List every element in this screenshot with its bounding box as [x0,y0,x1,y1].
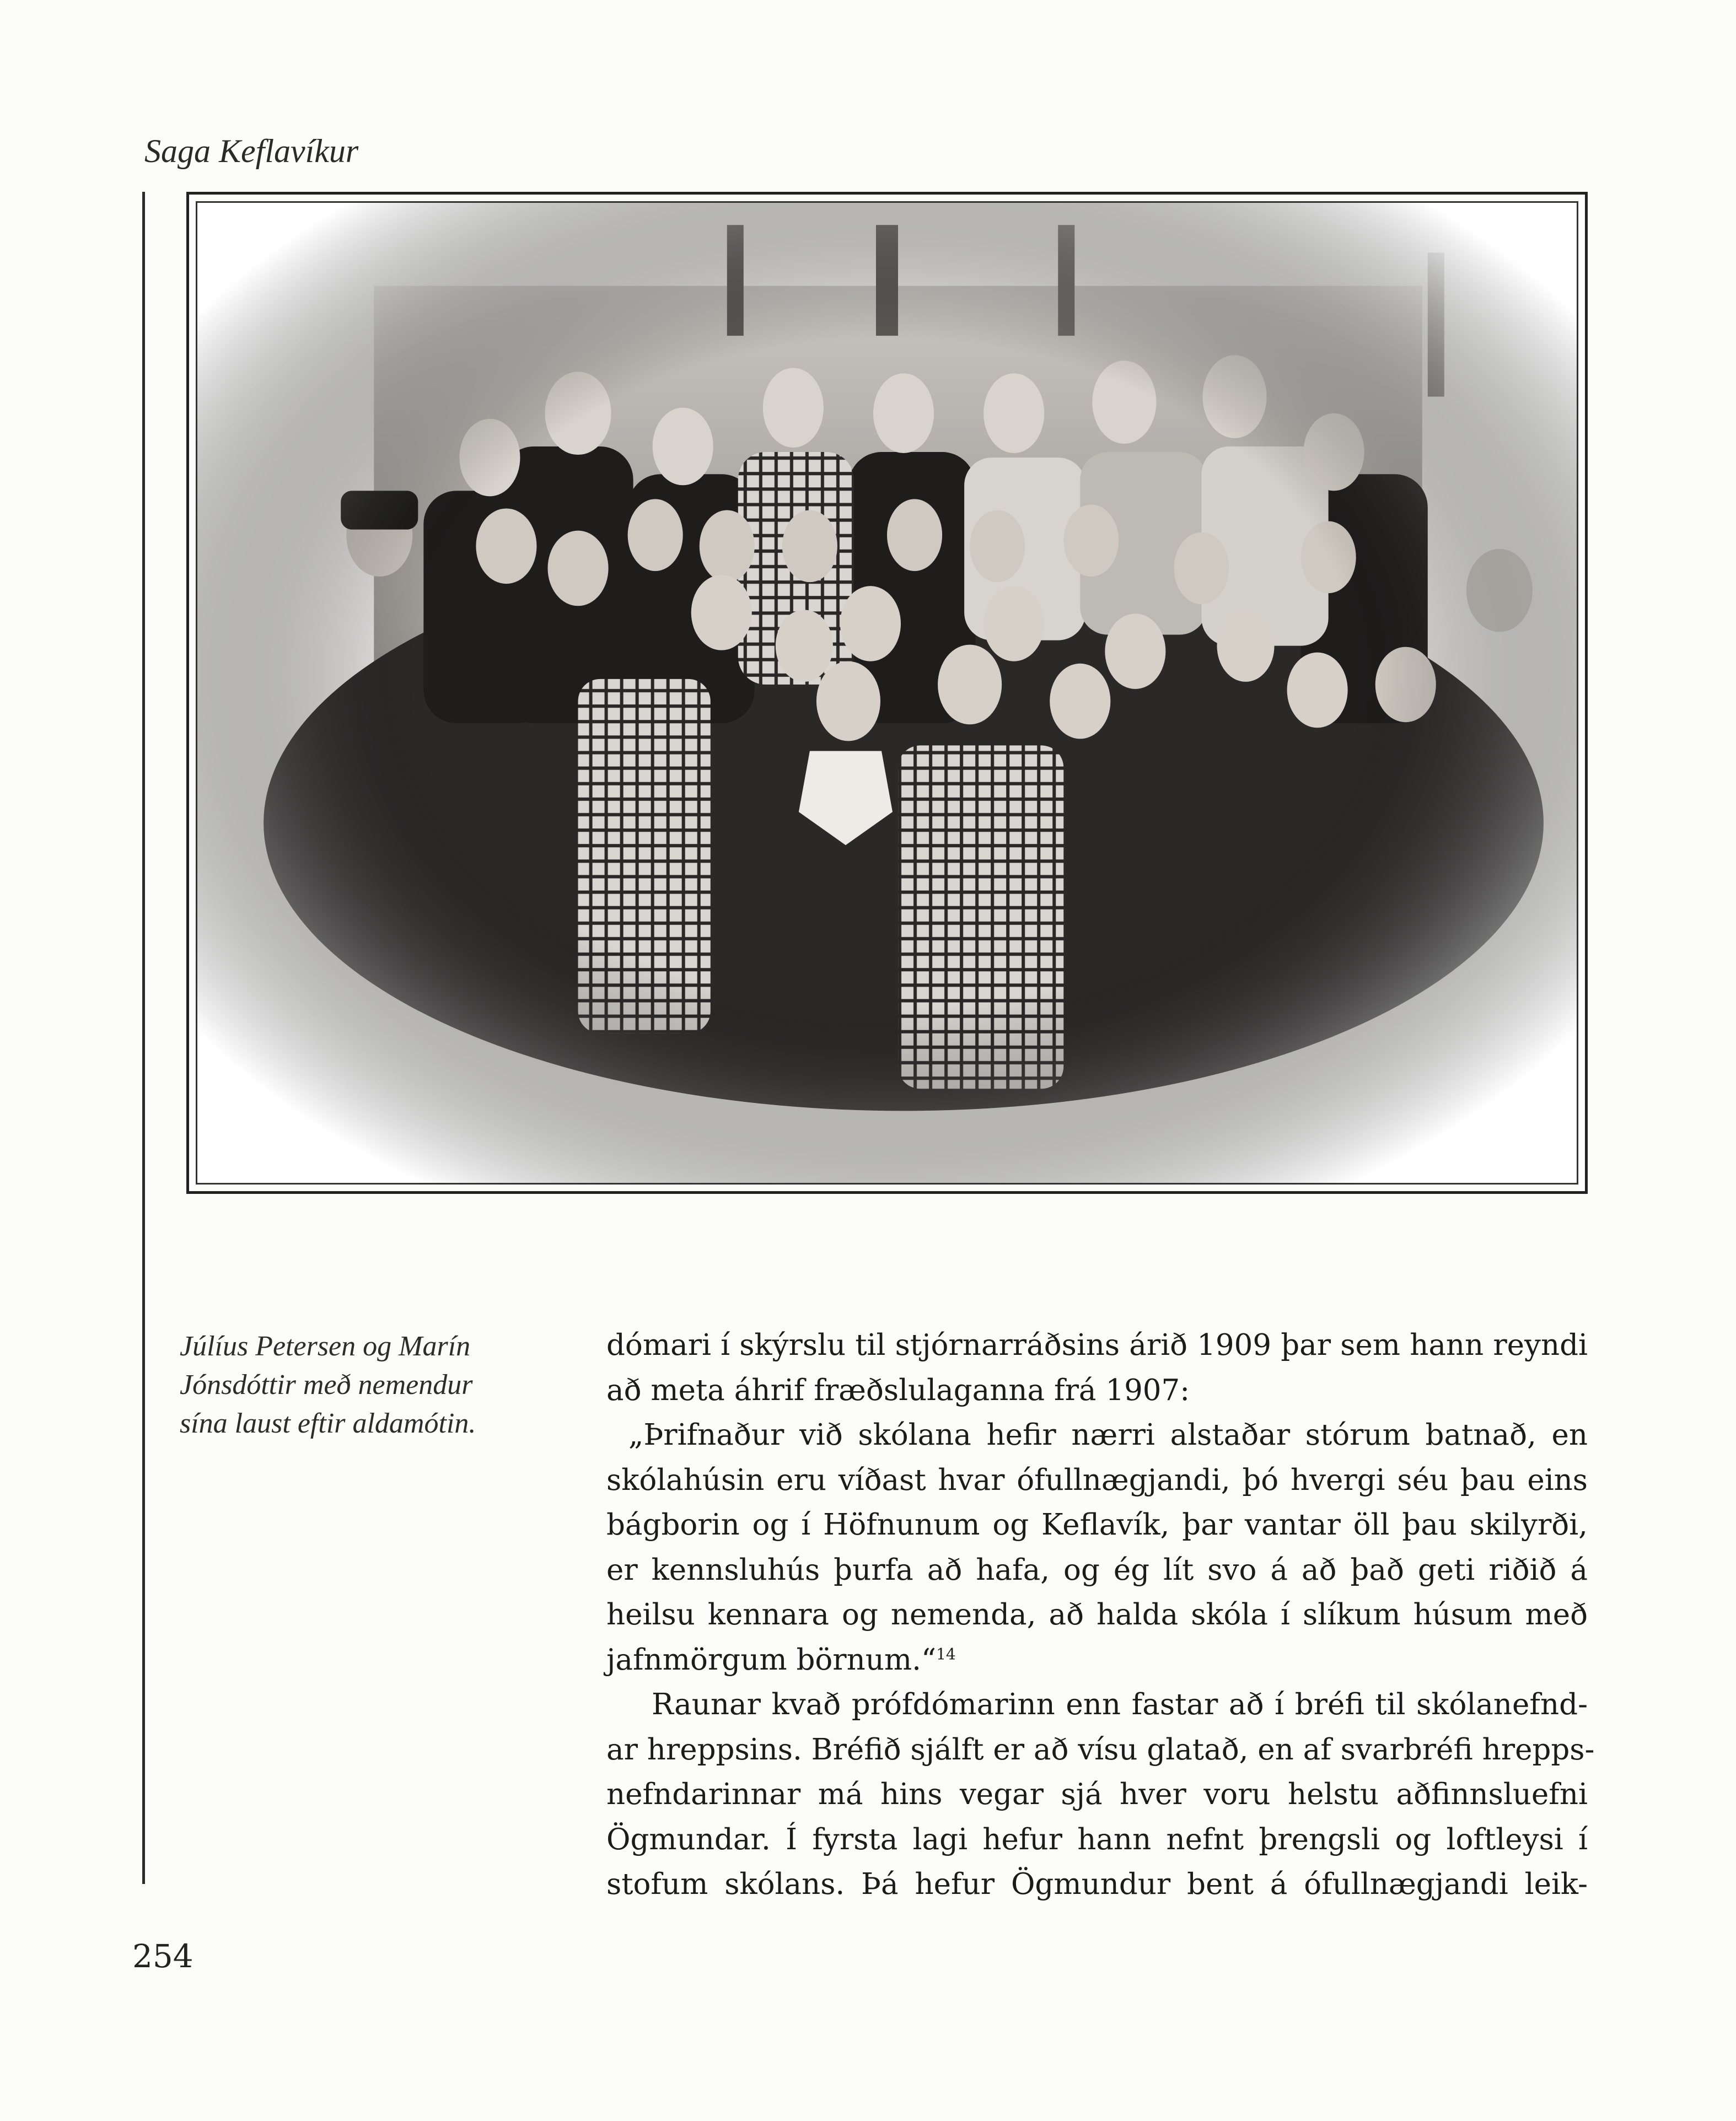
photo-frame [186,192,1588,1194]
photo-icon [197,203,1577,1183]
body-line: skólahúsin eru víðast hvar ófullnægjandi, þó hvergi séu þau eins [606,1463,1588,1497]
caption-line: Júlíus Petersen og Marín [180,1331,471,1362]
body-line: nefndarinnar má hins vegar sjá hver voru helstu aðfinnsluefni [606,1778,1588,1811]
body-line: er kennsluhús þurfa að hafa, og ég lít svo á að það geti riðið á [606,1553,1588,1587]
body-line: stofum skólans. Þá hefur Ögmundur bent á ófullnægjandi leik- [606,1867,1588,1901]
running-head: Saga Keflavíkur [144,133,359,169]
body-line: bágborin og í Höfnunum og Keflavík, þar vantar öll þau skilyrði, [606,1508,1588,1542]
body-line-text: jafnmörgum börnum.“ [606,1643,937,1677]
caption-line: sína laust eftir aldamótin. [180,1408,476,1439]
photo-caption [180,1327,566,1443]
body-text [606,1323,1595,1907]
body-line: að meta áhrif fræðslulaganna frá 1907: [606,1373,1190,1407]
body-line: Ögmundar. Í fyrsta lagi hefur hann nefnt þrengsli og loftleysi í [606,1822,1588,1856]
body-line: „Þrifnaður við skólana hefir nærri alstaðar stórum batnað, en [628,1418,1588,1452]
body-line: ar hreppsins. Bréfið sjálft er að vísu glatað, en af svarbréfi hrepps- [606,1732,1595,1767]
class-photo [196,201,1578,1185]
margin-rule [142,192,145,1884]
caption-line: Jónsdóttir með nemendur [180,1369,473,1401]
body-line-with-footnote [606,1638,1588,1683]
body-line: Raunar kvað prófdómarinn enn fastar að í bréfi til skólanefnd- [652,1688,1588,1721]
page-number: 254 [132,1937,194,1975]
footnote-ref: 14 [936,1644,956,1663]
body-line: dómari í skýrslu til stjórnarráðsins árið 1909 þar sem hann reyndi [606,1328,1588,1362]
body-line: heilsu kennara og nemenda, að halda skóla í slíkum húsum með [606,1598,1588,1632]
